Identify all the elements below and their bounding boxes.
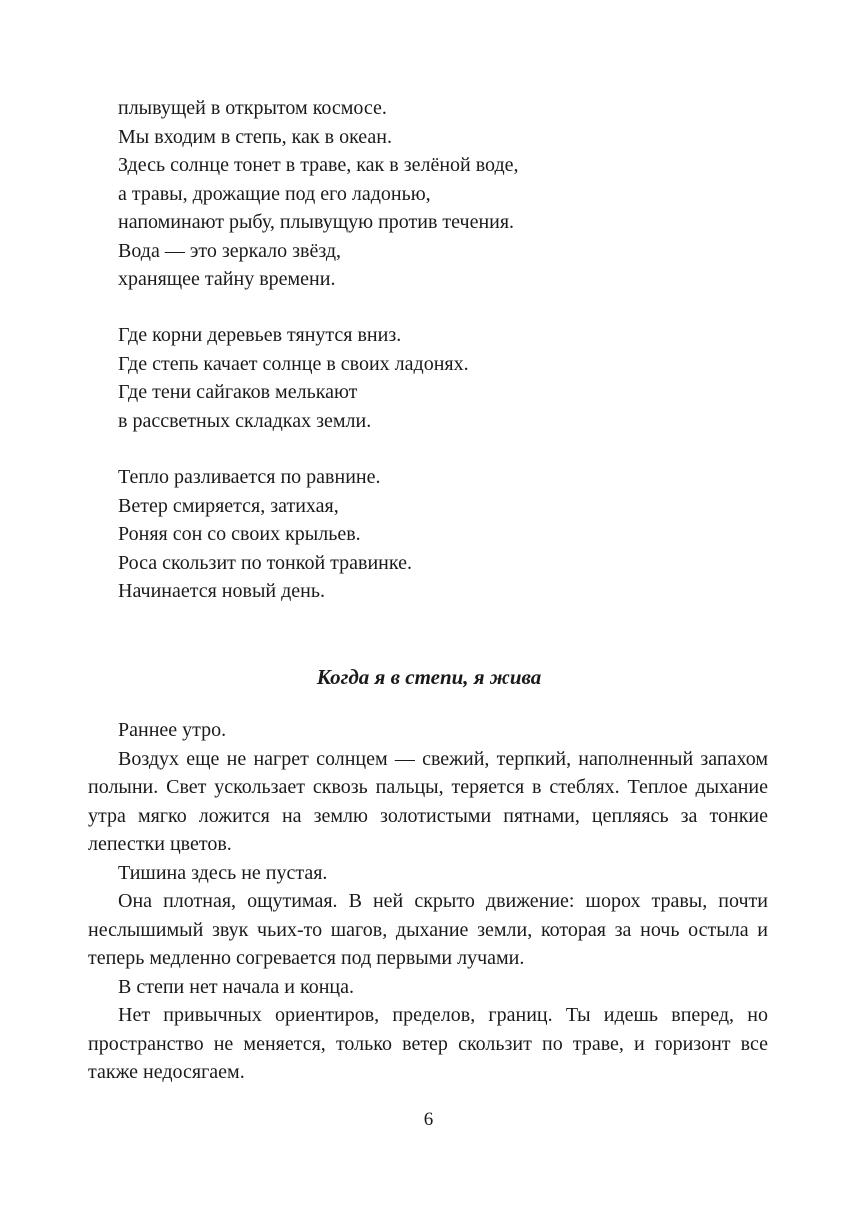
poem-line: Где тени сайгаков мелькают	[118, 381, 358, 403]
paragraph: В степи нет начала и конца.	[118, 975, 354, 998]
poem-line: Роса скользит по тонкой травинке.	[118, 551, 412, 574]
paragraph: Нет привычных ориентиров, пределов, границ. Ты идешь вперед, но пространство не меняется, только ветер скользит по траве, и горизонт все также недосягаем.	[88, 1004, 768, 1083]
poem-stanza	[118, 463, 778, 606]
poem-stanza	[118, 321, 778, 435]
chapter-body	[88, 716, 768, 1087]
chapter-title: Когда я в степи, я жива	[316, 665, 542, 689]
poem-line: Роняя сон со своих крыльев.	[118, 523, 361, 545]
poem-line: в рассветных складках земли.	[118, 409, 372, 432]
poem-line: Тепло разливается по равнине.	[118, 466, 381, 488]
poem-line: напоминают рыбу, плывущую против течения.	[118, 211, 515, 233]
paragraph: Она плотная, ощутимая. В ней скрыто движение: шорох травы, почти неслышимый звук чьих-то шагов, дыхание земли, которая за ночь остыла и теперь медленно согревается под первыми лучами.	[88, 890, 768, 969]
paragraph: Воздух еще не нагрет солнцем — свежий, терпкий, наполненный запахом полыни. Свет ускользает сквозь пальцы, теряется в стеблях. Теплое дыхание утра мягко ложится на землю золотистыми пятнами, цепляясь за тонкие лепестки цветов.	[88, 747, 768, 855]
poem-line: плывущей в открытом космосе.	[118, 97, 387, 119]
poem-line: Начинается новый день.	[118, 580, 325, 602]
page-number: 6	[423, 1109, 434, 1130]
poem-line: Вода — это зеркало звёзд,	[118, 239, 342, 262]
poem-line: Где корни деревьев тянутся вниз.	[118, 324, 402, 346]
poem-line: Ветер смиряется, затихая,	[118, 494, 339, 517]
poem-line: Здесь солнце тонет в траве, как в зелёной воде,	[118, 154, 519, 176]
poem-line: Где степь качает солнце в своих ладонях.	[118, 352, 469, 375]
paragraph: Тишина здесь не пустая.	[118, 861, 328, 884]
poem-line: а травы, дрожащие под его ладонью,	[118, 182, 431, 205]
poem-line: хранящее тайну времени.	[118, 268, 336, 290]
poem-stanza	[118, 94, 778, 294]
paragraph: Раннее утро.	[118, 719, 227, 741]
poem-line: Мы входим в степь, как в океан.	[118, 125, 392, 148]
